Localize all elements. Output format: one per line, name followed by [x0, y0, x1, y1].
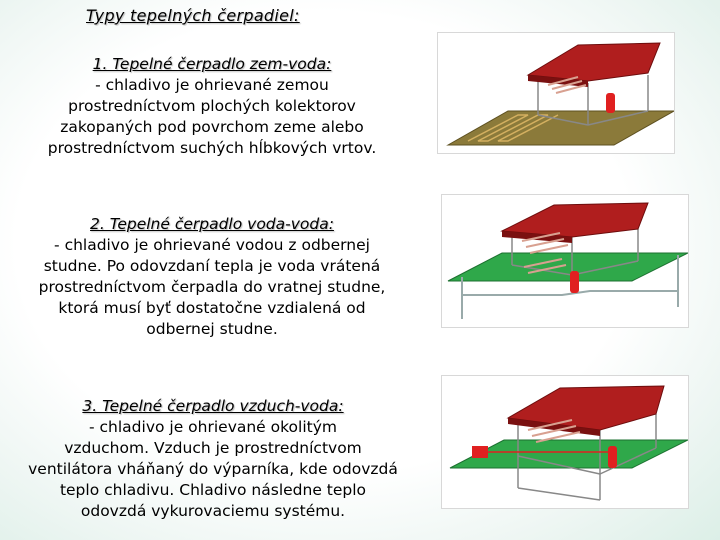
section-ground-water: [8, 54, 416, 159]
heat-pump-icon: [608, 446, 617, 468]
section-text-line: odbernej studne.: [146, 320, 278, 338]
outdoor-fan-unit-icon: [472, 446, 488, 458]
ground-source-house-illustration: [438, 33, 674, 153]
section-text-line: studne. Po odovzdaní tepla je voda vrátená: [43, 257, 381, 275]
section-air-water: [2, 396, 424, 522]
slide-title: Typy tepelných čerpadiel:: [86, 6, 300, 25]
section-text-line: zakopaných pod povrchom zeme alebo: [60, 118, 364, 136]
heat-pump-icon: [570, 271, 579, 293]
section-text-line: prostredníctvom čerpadla do vratnej studne,: [38, 278, 386, 296]
air-source-house-image: [441, 375, 689, 509]
section-text-line: - chladivo je ohrievané okolitým: [89, 418, 337, 436]
section-heading: 2. Tepelné čerpadlo voda-voda:: [90, 215, 334, 233]
water-source-house-image: [441, 194, 689, 328]
section-text-line: odovzdá vykurovaciemu systému.: [80, 502, 346, 520]
water-source-house-illustration: [442, 195, 688, 327]
section-heading: 1. Tepelné čerpadlo zem-voda:: [92, 55, 332, 73]
section-water-water: [4, 214, 420, 340]
heat-pump-icon: [606, 93, 615, 113]
section-text-line: - chladivo je ohrievané vodou z odbernej: [54, 236, 370, 254]
section-text-line: ventilátora vháňaný do výparníka, kde odovzdá: [28, 460, 398, 478]
section-text-line: prostredníctvom suchých hĺbkových vrtov.: [47, 139, 377, 157]
section-heading: 3. Tepelné čerpadlo vzduch-voda:: [82, 397, 344, 415]
section-text-line: vzduchom. Vzduch je prostredníctvom: [64, 439, 362, 457]
section-text-line: - chladivo je ohrievané zemou: [95, 76, 329, 94]
section-text-line: teplo chladivu. Chladivo následne teplo: [59, 481, 367, 499]
section-text-line: prostredníctvom plochých kolektorov: [68, 97, 356, 115]
air-source-house-illustration: [442, 376, 688, 508]
ground-source-house-image: [437, 32, 675, 154]
section-text-line: ktorá musí byť dostatočne vzdialená od: [58, 299, 366, 317]
